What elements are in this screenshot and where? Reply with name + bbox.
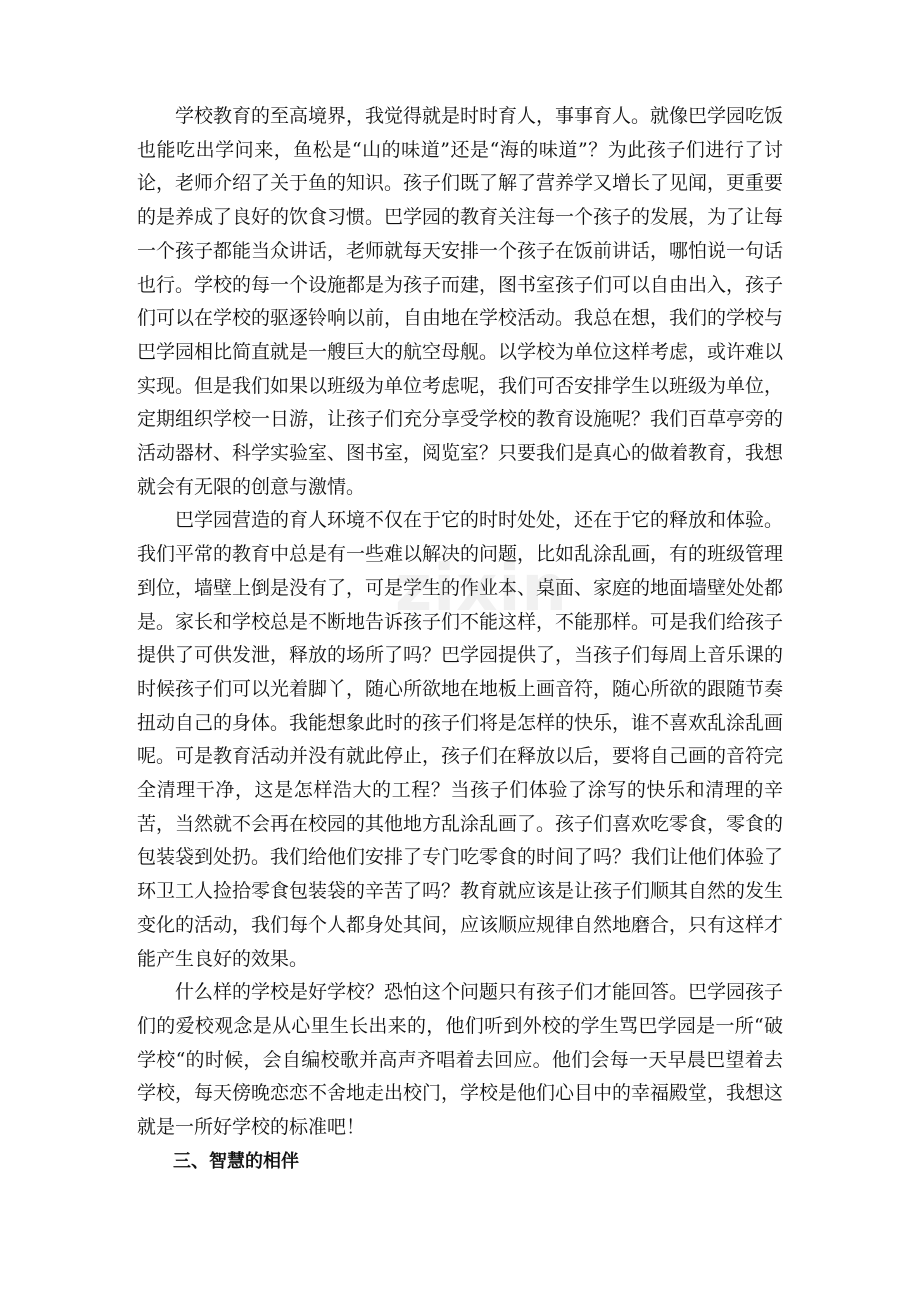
section-heading: 三、智慧的相伴: [173, 1150, 299, 1172]
watermark: zixin: [395, 552, 568, 626]
document-body: [137, 100, 783, 1179]
paragraph-2: 巴学园营造的育人环境不仅在于它的时时处处，还在于它的释放和体验。我们平常的教育中总是有一些难以解决的问题，比如乱涂乱画，有的班级管理到位，墙壁上倒是没有了，可是学生的作业本、桌面、家庭的地面墙壁处处都是。家长和学校总是不断地告诉孩子们不能这样，不能那样。可是我们给孩子提供了可供发泄，释放的场所了吗？巴学园提供了，当孩子们每周上音乐课的时候孩子们可以光着脚丫，随心所欲地在地板上画音符，随心所欲的跟随节奏扭动自己的身体。我能想象此时的孩子们将是怎样的快乐，谁不喜欢乱涂乱画呢。可是教育活动并没有就此停止，孩子们在释放以后，要将自己画的音符完全清理干净，这是怎样浩大的工程？当孩子们体验了涂写的快乐和清理的辛苦，当然就不会再在校园的其他地方乱涂乱画了。孩子们喜欢吃零食，零食的包装袋到处扔。我们给他们安排了专门吃零食的时间了吗？我们让他们体验了环卫工人捡拾零食包装袋的辛苦了吗？教育就应该是让孩子们顺其自然的发生变化的活动，我们每个人都身处其间，应该顺应规律自然地磨合，只有这样才能产生良好的效果。: [137, 509, 784, 970]
paragraph-3: 什么样的学校是好学校？恐怕这个问题只有孩子们才能回答。巴学园孩子们的爱校观念是从心里生长出来的，他们听到外校的学生骂巴学园是一所“破学校“的时候，会自编校歌并高声齐唱着去回应。他们会每一天早晨巴望着去学校，每天傍晚恋恋不舍地走出校门，学校是他们心目中的幸福殿堂，我想这就是一所好学校的标准吧！: [137, 981, 784, 1139]
paragraph-1: 学校教育的至高境界，我觉得就是时时育人，事事育人。就像巴学园吃饭也能吃出学问来，鱼松是“山的味道”还是“海的味道”？为此孩子们进行了讨论，老师介绍了关于鱼的知识。孩子们既了解了营养学又增长了见闻，更重要的是养成了良好的饮食习惯。巴学园的教育关注每一个孩子的发展，为了让每一个孩子都能当众讲话，老师就每天安排一个孩子在饭前讲话，哪怕说一句话也行。学校的每一个设施都是为孩子而建，图书室孩子们可以自由出入，孩子们可以在学校的驱逐铃响以前，自由地在学校活动。我总在想，我们的学校与巴学园相比简直就是一艘巨大的航空母舰。以学校为单位这样考虑，或许难以实现。但是我们如果以班级为单位考虑呢，我们可否安排学生以班级为单位，定期组织学校一日游，让孩子们充分享受学校的教育设施呢？我们百草亭旁的活动器材、科学实验室、图书室，阅览室？只要我们是真心的做着教育，我想就会有无限的创意与激情。: [137, 105, 784, 498]
